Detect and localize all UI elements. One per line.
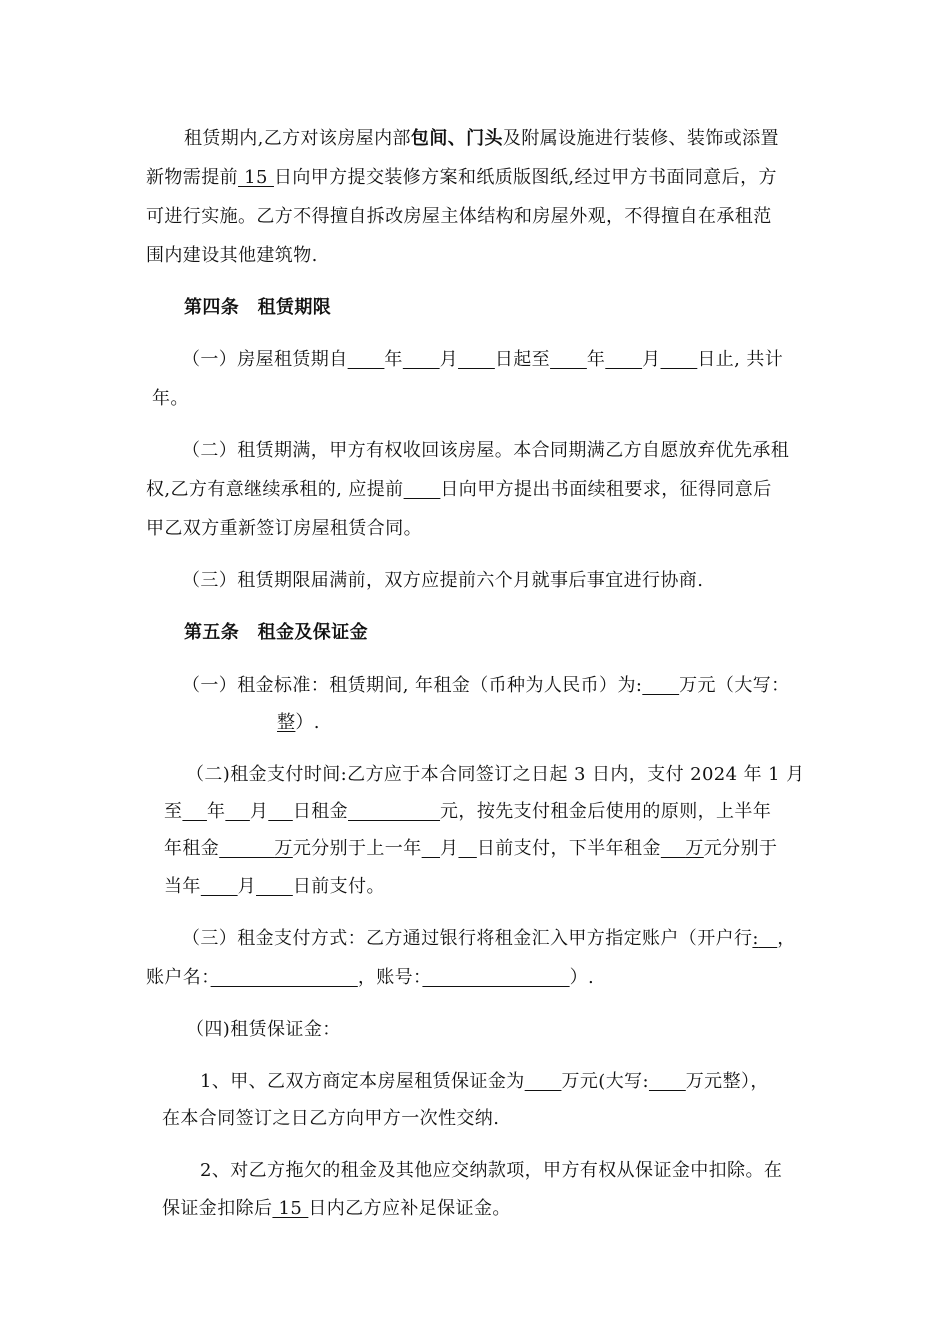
art5-item2-line-2 [164, 797, 771, 823]
art5-item2-line-3 [164, 834, 777, 860]
art5-item1-line-1 [182, 671, 790, 697]
blank [661, 349, 698, 370]
text: 新物需提前 [146, 167, 238, 188]
blank [219, 838, 274, 859]
text: 日内乙方应补足保证金。 [308, 1198, 511, 1219]
text: 万元整）， [685, 1071, 769, 1092]
blank [605, 349, 642, 370]
text: ）. [569, 967, 595, 988]
blank [458, 349, 495, 370]
para-renovation-line-3: 可进行实施。乙方不得擅自拆改房屋主体结构和房屋外观，不得擅自在承租范 [146, 206, 772, 227]
filled-blank: : [752, 928, 759, 949]
text: 年 [206, 801, 226, 822]
blank [550, 349, 587, 370]
text: 月 [642, 349, 661, 370]
para-renovation-line-2 [146, 163, 777, 189]
text: 日向甲方提出书面续租要求，征得同意后 [440, 479, 772, 500]
text: 保证金扣除后 [162, 1198, 273, 1219]
blank [348, 349, 385, 370]
text: 月 [249, 801, 269, 822]
text: 账户名： [146, 967, 211, 988]
art4-item2-line-1: （二）租赁期满，甲方有权收回该房屋。本合同期满乙方自愿放弃优先承租 [182, 440, 790, 461]
text: 日起至 [494, 349, 551, 370]
text: 万元（大写： [679, 675, 790, 696]
text: 年 [586, 349, 606, 370]
art5-item1-line-2 [277, 708, 320, 734]
deposit-clause-2-line-1: 2、对乙方拖欠的租金及其他应交纳款项，甲方有权从保证金中扣除。在 [200, 1160, 783, 1181]
text: 当年 [164, 876, 201, 897]
text: 及附属设施进行装修、装饰或添置 [502, 128, 779, 149]
text: 万元(大写: [561, 1071, 649, 1092]
text: 日前支付。 [292, 876, 385, 897]
text: （一）房屋租赁期自 [182, 349, 348, 370]
text: 月 [237, 876, 257, 897]
para-renovation-line-1 [184, 124, 779, 150]
filled-blank: 15 [272, 1198, 309, 1219]
art4-item1-line-2: 年。 [152, 388, 189, 409]
art5-item3-line-1 [182, 924, 796, 950]
text: 至 [164, 801, 183, 822]
text: 月 [439, 349, 459, 370]
blank [256, 876, 293, 897]
blank [458, 838, 476, 859]
blank [225, 801, 250, 822]
deposit-clause-1-line-1 [200, 1067, 769, 1093]
blank [211, 967, 358, 988]
text: （三）租金支付方式：乙方通过银行将租金汇入甲方指定账户（开户行 [182, 928, 753, 949]
deposit-clause-2-line-2 [162, 1194, 511, 1220]
text: 年租金 [164, 838, 220, 859]
blank [403, 349, 440, 370]
blank [348, 801, 440, 822]
text: 日止, 共计 [697, 349, 784, 370]
art5-item4-title: （四)租赁保证金： [186, 1019, 341, 1040]
para-renovation-line-4: 围内建设其他建筑物. [146, 245, 318, 266]
filled-blank: 整 [277, 712, 296, 733]
blank [268, 801, 293, 822]
text: 月 [440, 838, 459, 859]
art5-item2-line-4 [164, 872, 385, 898]
blank [642, 675, 679, 696]
blank [422, 838, 440, 859]
article-4-title: 第四条 租赁期限 [184, 297, 332, 318]
text: ）. [295, 712, 320, 733]
filled-blank: 万 [685, 838, 704, 859]
text: 日前支付，下半年租金 [476, 838, 661, 859]
blank [182, 801, 207, 822]
text: ， [777, 928, 796, 949]
text: 权,乙方有意继续承租的, 应提前 [146, 479, 404, 500]
text: 元分别于上一年 [292, 838, 422, 859]
art4-item3: （三）租赁期限届满前，双方应提前六个月就事后事宜进行协商. [182, 570, 704, 591]
text: 日向甲方提交装修方案和纸质版图纸,经过甲方书面同意后，方 [273, 167, 777, 188]
art4-item2-line-2 [146, 475, 772, 501]
blank [422, 967, 569, 988]
filled-blank: 15 [238, 167, 274, 188]
art4-item1-line-1 [182, 345, 783, 371]
deposit-clause-1-line-2: 在本合同签订之日乙方向甲方一次性交纳. [162, 1108, 500, 1129]
blank [661, 838, 686, 859]
text: 年 [384, 349, 403, 370]
blank [404, 479, 441, 500]
text: 元分别于 [703, 838, 778, 859]
art4-item2-line-3: 甲乙双方重新签订房屋租赁合同。 [146, 518, 422, 539]
blank [525, 1071, 562, 1092]
article-5-title: 第五条 租金及保证金 [184, 622, 368, 643]
blank [759, 928, 777, 949]
blank [201, 876, 238, 897]
text: （一）租金标准：租赁期间, 年租金（币种为人民币）为: [182, 675, 643, 696]
blank [649, 1071, 686, 1092]
filled-blank: 万 [274, 838, 293, 859]
text: 元，按先支付租金后使用的原则，上半年 [440, 801, 772, 822]
text: 日租金 [292, 801, 349, 822]
art5-item3-line-2 [146, 963, 594, 989]
bold-text: 包间、门头 [410, 128, 503, 149]
text: 1、甲、乙双方商定本房屋租赁保证金为 [200, 1071, 525, 1092]
art5-item2-line-1: （二)租金支付时间:乙方应于本合同签订之日起 3 日内，支付 2024 年 1 月 [186, 764, 805, 785]
text: ，账号： [357, 967, 423, 988]
text: 租赁期内,乙方对该房屋内部 [184, 128, 411, 149]
